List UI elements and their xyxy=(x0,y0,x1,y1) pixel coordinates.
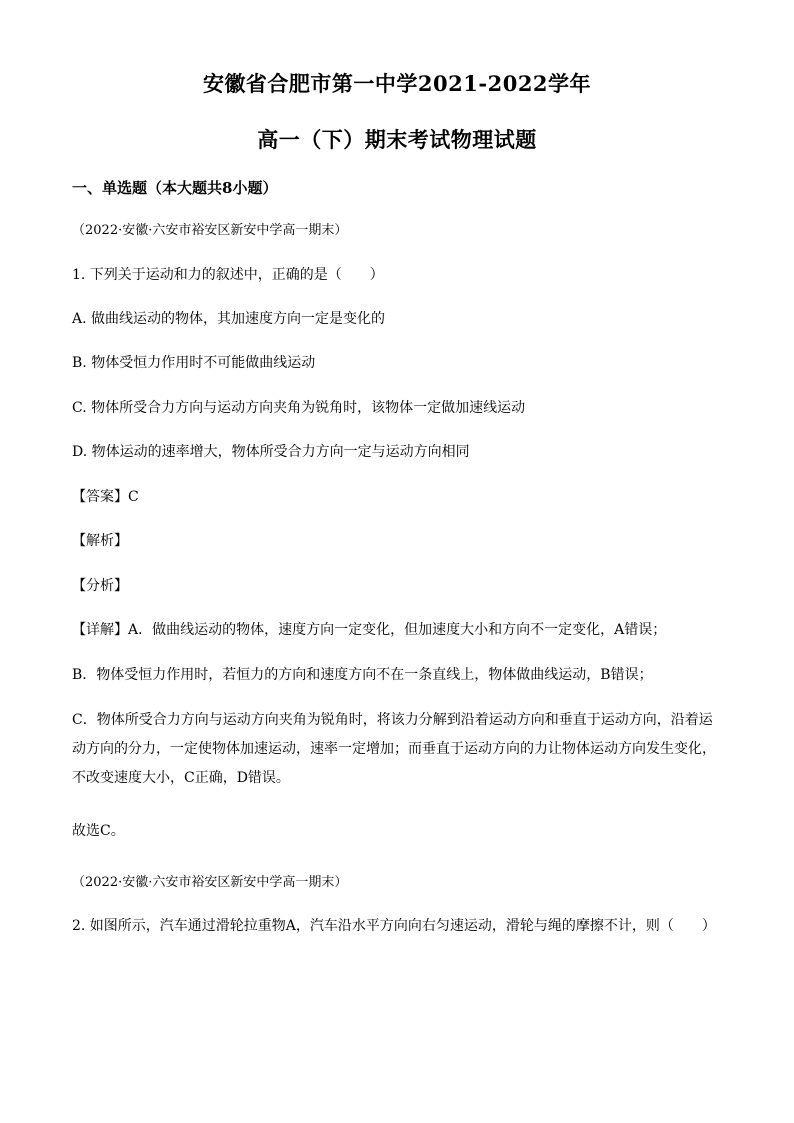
q1-fenxi-label: 【分析】 xyxy=(72,578,128,594)
q1-detail-a xyxy=(72,620,666,640)
q1-analysis-label: 【解析】 xyxy=(72,533,128,549)
q1-conclusion: 故选C。 xyxy=(72,823,125,839)
q1-option-b: B. 物体受恒力作用时不可能做曲线运动 xyxy=(72,355,316,371)
q2-stem: 2. 如图所示，汽车通过滑轮拉重物A，汽车沿水平方向向右匀速运动，滑轮与绳的摩擦不计，则（ ） xyxy=(72,918,716,934)
detail-a-text: A．做曲线运动的物体，速度方向一定变化，但加速度大小和方向不一定变化，A错误； xyxy=(128,622,667,638)
q1-detail-b: B．物体受恒力作用时，若恒力的方向和速度方向不在一条直线上，物体做曲线运动，B错误； xyxy=(72,667,653,683)
q1-detail-c: C．物体所受合力方向与运动方向夹角为锐角时，将该力分解到沿着运动方向和垂直于运动方向，沿着运动方向的分力，一定使物体加速运动，速率一定增加；而垂直于运动方向的力让物体运动方向发生变化，不改变速度大小，C正确，D错误。 xyxy=(72,712,716,786)
q1-source: （2022·安徽·六安市裕安区新安中学高一期末） xyxy=(72,223,348,238)
q1-stem: 1. 下列关于运动和力的叙述中，正确的是（ ） xyxy=(72,267,384,283)
q1-option-c: C. 物体所受合力方向与运动方向夹角为锐角时，该物体一定做加速线运动 xyxy=(72,400,526,416)
q1-option-d: D. 物体运动的速率增大，物体所受合力方向一定与运动方向相同 xyxy=(72,444,470,460)
section-heading-single-choice: 一、单选题（本大题共8小题） xyxy=(72,179,278,197)
document-title-line2: 高一（下）期末考试物理试题 xyxy=(257,127,537,152)
q1-option-a: A. 做曲线运动的物体，其加速度方向一定是变化的 xyxy=(72,311,386,327)
q1-answer xyxy=(72,487,139,507)
answer-value: C xyxy=(128,489,139,505)
document-title-line1: 安徽省合肥市第一中学2021-2022学年 xyxy=(202,71,592,96)
q2-source: （2022·安徽·六安市裕安区新安中学高一期末） xyxy=(72,875,348,890)
answer-label: 【答案】 xyxy=(72,489,128,505)
detail-label: 【详解】 xyxy=(72,622,128,638)
